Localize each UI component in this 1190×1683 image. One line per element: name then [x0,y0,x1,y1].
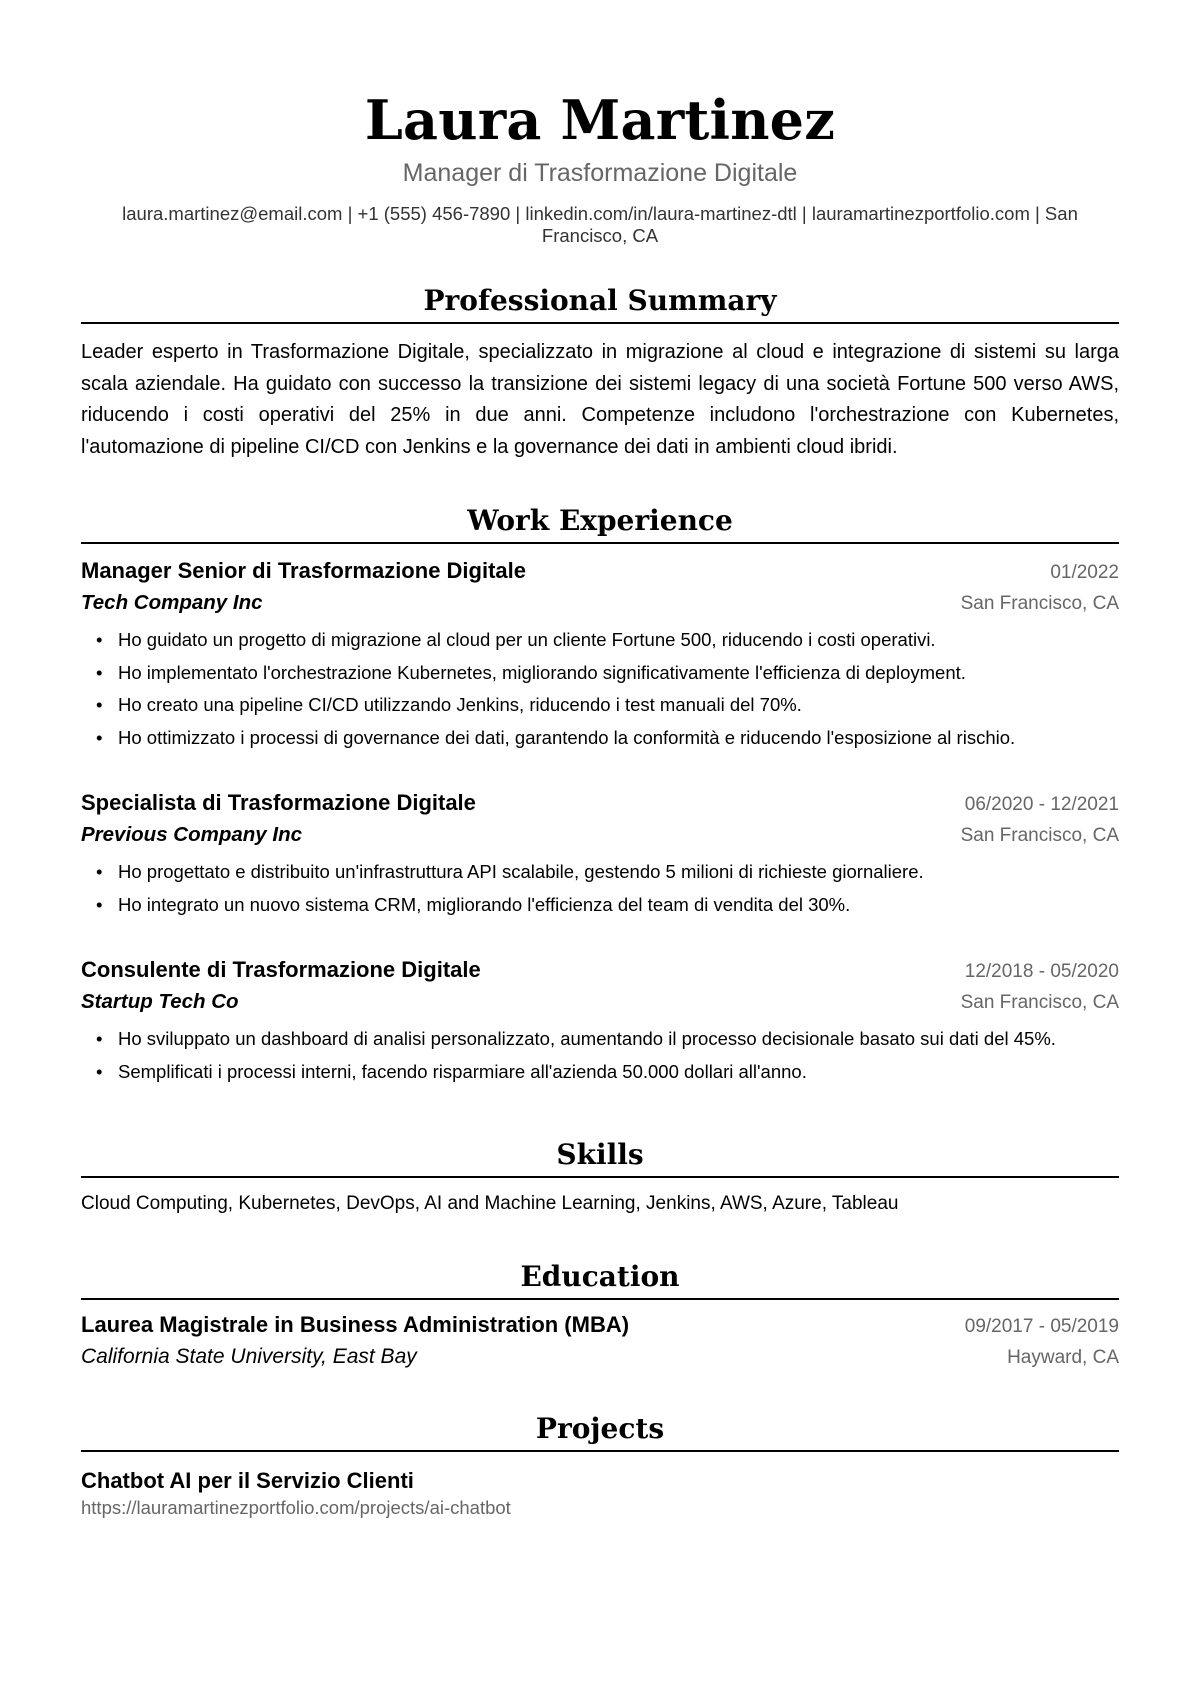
list-item: • Ho guidato un progetto di migrazione al cloud per un cliente Fortune 500, riducendo i costi operativi. [81,624,1119,657]
project-entry [81,1466,1119,1520]
skills-heading: Skills [556,1138,644,1171]
section-divider [81,1298,1119,1300]
job-title: Manager Senior di Trasformazione Digitale [81,558,526,583]
skills-text: Cloud Computing, Kubernetes, DevOps, AI and Machine Learning, Jenkins, AWS, Azure, Tableau [81,1193,899,1214]
contact-line: laura.martinez@email.com | +1 (555) 456-7890 | linkedin.com/in/laura-martinez-dtl | lauramartinezportfolio.com | San Francisco, CA [122,203,1078,246]
list-item: • Ho integrato un nuovo sistema CRM, migliorando l'efficienza del team di vendita del 30%. [81,889,1119,922]
list-item: • Ho creato una pipeline CI/CD utilizzando Jenkins, riducendo i test manuali del 70%. [81,689,1119,722]
projects-heading: Projects [535,1412,665,1445]
project-title: Chatbot AI per il Servizio Clienti [81,1468,414,1493]
job-dates: 01/2022 [1050,562,1119,583]
job-dates: 12/2018 - 05/2020 [964,961,1119,982]
section-divider [81,1176,1119,1178]
summary-section [81,284,1119,463]
education-subheader [81,1342,1119,1373]
skills-section [81,1138,1119,1216]
projects-section [81,1412,1119,1520]
job-bullets [81,1023,1119,1088]
job-bullets [81,856,1119,921]
job-dates: 06/2020 - 12/2021 [964,794,1119,815]
education-section [81,1260,1119,1373]
job-entry [81,955,1119,1088]
job-subheader [81,987,1119,1018]
summary-text: Leader esperto in Trasformazione Digitale, specializzato in migrazione al cloud e integrazione di sistemi su larga scala aziendale. Ha guidato con successo la transizione dei sistemi legacy di una società Fortune 500 verso AWS, riducendo i costi operativi del 25% in due anni. Competenze includono l'orchestrazione con Kubernetes, l'automazione di pipeline CI/CD con Jenkins e la governance dei dati in ambienti cloud ibridi. [81,341,1119,458]
list-item: • Ho ottimizzato i processi di governance dei dati, garantendo la conformità e riducendo l'esposizione al rischio. [81,722,1119,755]
education-location: Hayward, CA [1007,1347,1119,1368]
job-company: Previous Company Inc [81,823,303,846]
job-bullets [81,624,1119,754]
job-location: San Francisco, CA [960,825,1119,846]
job-entry [81,788,1119,921]
candidate-name: Laura Martinez [364,88,836,152]
section-divider [81,322,1119,324]
experience-heading: Work Experience [467,504,733,537]
education-heading: Education [520,1260,680,1293]
education-degree: Laurea Magistrale in Business Administration (MBA) [81,1312,630,1337]
list-item: • Semplificati i processi interni, facendo risparmiare all'azienda 50.000 dollari all'anno. [81,1056,1119,1089]
job-company: Startup Tech Co [81,990,239,1013]
section-divider [81,542,1119,544]
candidate-title: Manager di Trasformazione Digitale [402,159,798,187]
job-location: San Francisco, CA [960,593,1119,614]
resume-page [81,0,1119,1520]
job-location: San Francisco, CA [960,992,1119,1013]
job-header [81,955,1119,987]
list-item: • Ho sviluppato un dashboard di analisi personalizzato, aumentando il processo decisionale basato sui dati del 45%. [81,1023,1119,1056]
job-entry [81,556,1119,754]
section-divider [81,1450,1119,1452]
job-subheader [81,588,1119,619]
experience-section [81,504,1119,1088]
job-header [81,556,1119,588]
education-header [81,1310,1119,1342]
education-entry [81,1310,1119,1373]
list-item: • Ho implementato l'orchestrazione Kubernetes, migliorando significativamente l'efficienza di deployment. [81,657,1119,690]
summary-heading: Professional Summary [423,284,777,317]
project-link[interactable]: https://lauramartinezportfolio.com/projects/ai-chatbot [81,1497,511,1518]
education-school: California State University, East Bay [81,1345,417,1368]
job-subheader [81,820,1119,851]
job-company: Tech Company Inc [81,591,263,614]
job-header [81,788,1119,820]
job-title: Consulente di Trasformazione Digitale [81,957,481,982]
education-dates: 09/2017 - 05/2019 [964,1316,1119,1337]
job-title: Specialista di Trasformazione Digitale [81,790,476,815]
list-item: • Ho progettato e distribuito un'infrastruttura API scalabile, gestendo 5 milioni di richieste giornaliere. [81,856,1119,889]
